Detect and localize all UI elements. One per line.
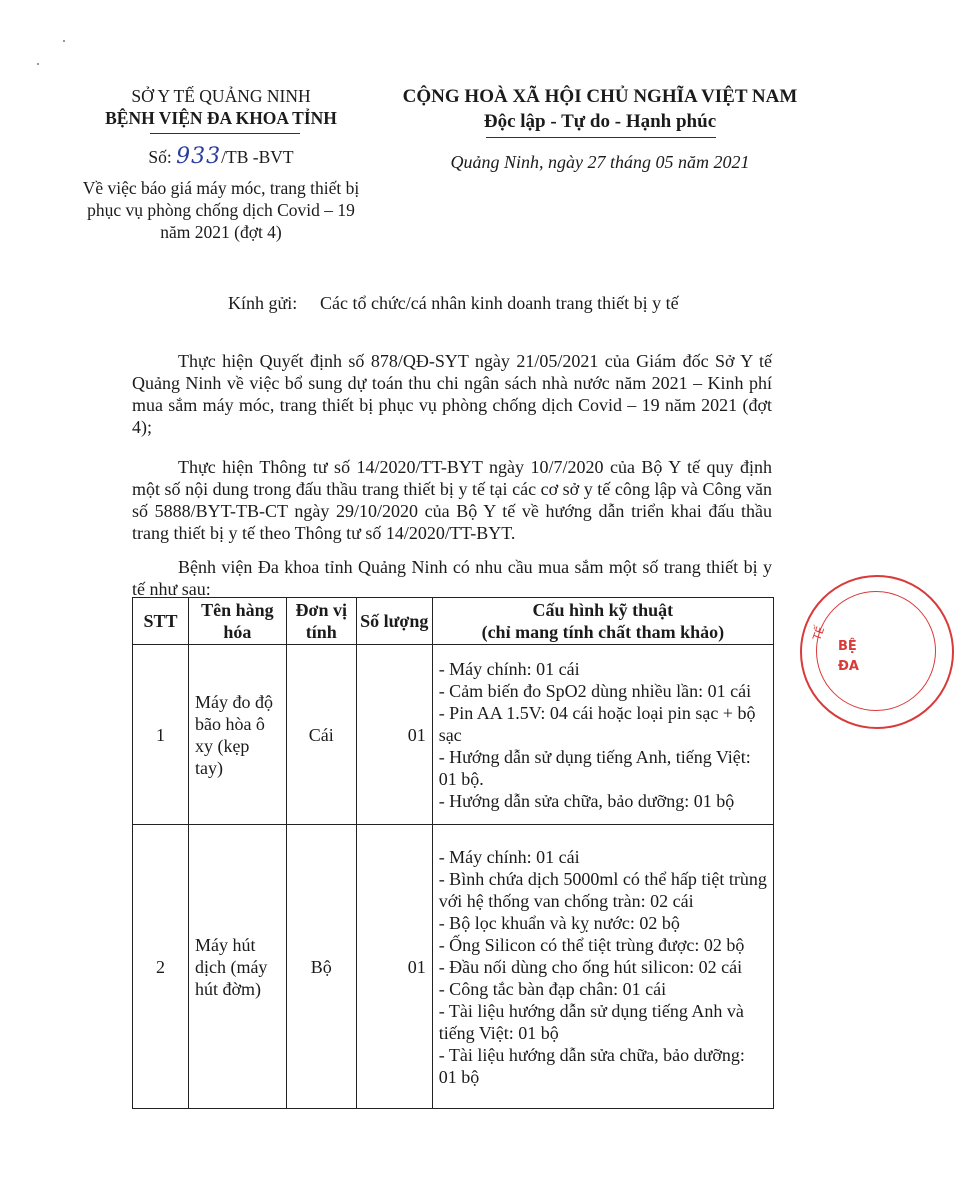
cell-unit: Cái [286,645,356,825]
recipient-line [228,291,679,315]
document-number [75,145,367,169]
stamp-fragment: TẾ [810,624,828,643]
cell-stt: 1 [133,645,189,825]
paragraph-text: Bệnh viện Đa khoa tỉnh Quảng Ninh có nhu cầu mua sắm một số trang thiết bị y tế như sau: [132,557,772,599]
config-item: - Bình chứa dịch 5000ml có thể hấp tiệt trùng với hệ thống van chống tràn: 02 cái [438,868,767,911]
stamp-inner-ring [816,591,936,711]
cell-qty: 01 [356,645,432,825]
header-unit: Đơn vị tính [286,598,356,645]
header-divider-left [150,133,300,134]
scan-speck [37,63,39,65]
equipment-table [132,597,774,1109]
config-item: - Tài liệu hướng dẫn sửa chữa, bảo dưỡng: 01 bộ [438,1044,745,1087]
motto: Độc lập - Tự do - Hạnh phúc [483,111,717,132]
cell-unit: Bộ [286,825,356,1109]
doc-no-suffix: /TB -BVT [221,147,294,167]
header-name: Tên hàng hóa [188,598,286,645]
body-paragraph [132,556,772,600]
parent-agency: SỞ Y TẾ QUẢNG NINH [131,86,311,106]
header-divider-right [486,137,716,138]
official-stamp [800,575,954,729]
document-subject: Về việc báo giá máy móc, trang thiết bị phục vụ phòng chống dịch Covid – 19 năm 2021 (đợt 4) [82,178,360,242]
config-item: - Cảm biến đo SpO2 dùng nhiều lần: 01 cái [438,680,752,701]
header-config-title: Cấu hình kỹ thuật [532,600,674,620]
header-stt: STT [133,598,189,645]
cell-name: Máy hút dịch (máy hút đờm) [188,825,286,1109]
config-item: - Bộ lọc khuẩn và kỵ nước: 02 bộ [438,912,680,933]
doc-no-prefix: Số: [148,147,177,167]
config-item: - Đầu nối dùng cho ống hút silicon: 02 cái [438,956,743,977]
config-item: - Công tắc bàn đạp chân: 01 cái [438,978,667,999]
config-item: - Máy chính: 01 cái [438,846,580,867]
cell-qty: 01 [356,825,432,1109]
body-paragraph [132,456,772,544]
header-config-note: (chỉ mang tính chất tham khảo) [481,622,725,642]
issuing-organization [75,85,367,129]
body-paragraph [132,350,772,438]
cell-config [432,645,773,825]
config-item: - Tài liệu hướng dẫn sử dụng tiếng Anh và tiếng Việt: 01 bộ [438,1000,744,1043]
table-row [133,825,774,1109]
cell-name: Máy đo độ bão hòa ô xy (kẹp tay) [188,645,286,825]
config-item: - Ống Silicon có thể tiệt trùng được: 02 bộ [438,934,745,955]
doc-no-handwritten: 933 [176,144,222,169]
cell-config [432,825,773,1109]
national-heading [385,85,815,135]
table-header-row [133,598,774,645]
header-qty: Số lượng [356,598,432,645]
header-config [432,598,773,645]
date-line: Quảng Ninh, ngày 27 tháng 05 năm 2021 [450,152,750,172]
paragraph-text: Thực hiện Quyết định số 878/QĐ-SYT ngày 21/05/2021 của Giám đốc Sở Y tế Quảng Ninh về việc bổ sung dự toán thu chi ngân sách nhà nước năm 2021 – Kinh phí mua sắm máy móc, trang thiết bị phục vụ phòng chống dịch Covid – 19 năm 2021 (đợt 4); [132,351,772,437]
cell-stt: 2 [133,825,189,1109]
stamp-fragment: ĐA [838,659,859,674]
stamp-fragment: BỆ [838,639,857,654]
config-item: - Hướng dẫn sử dụng tiếng Anh, tiếng Việt: 01 bộ. [438,746,751,789]
config-item: - Máy chính: 01 cái [438,658,580,679]
config-item: - Pin AA 1.5V: 04 cái hoặc loại pin sạc + bộ sạc [438,702,756,745]
recipient-text: Các tổ chức/cá nhân kinh doanh trang thiết bị y tế [320,293,679,313]
paragraph-text: Thực hiện Thông tư số 14/2020/TT-BYT ngày 10/7/2020 của Bộ Y tế quy định một số nội dung trong đấu thầu trang thiết bị y tế tại các cơ sở y tế công lập và Công văn số 5888/BYT-TB-CT ngày 29/10/2020 của Bộ Y tế về hướng dẫn triển khai đấu thầu trang thiết bị y tế theo Thông tư số 14/2020/TT-BYT. [132,457,772,543]
nation-title: CỘNG HOÀ XÃ HỘI CHỦ NGHĨA VIỆT NAM [402,86,798,107]
scan-speck [63,40,65,42]
table-row [133,645,774,825]
recipient-label: Kính gửi: [228,293,298,313]
hospital-name: BỆNH VIỆN ĐA KHOA TỈNH [105,108,337,128]
config-item: - Hướng dẫn sửa chữa, bảo dưỡng: 01 bộ [438,790,735,811]
